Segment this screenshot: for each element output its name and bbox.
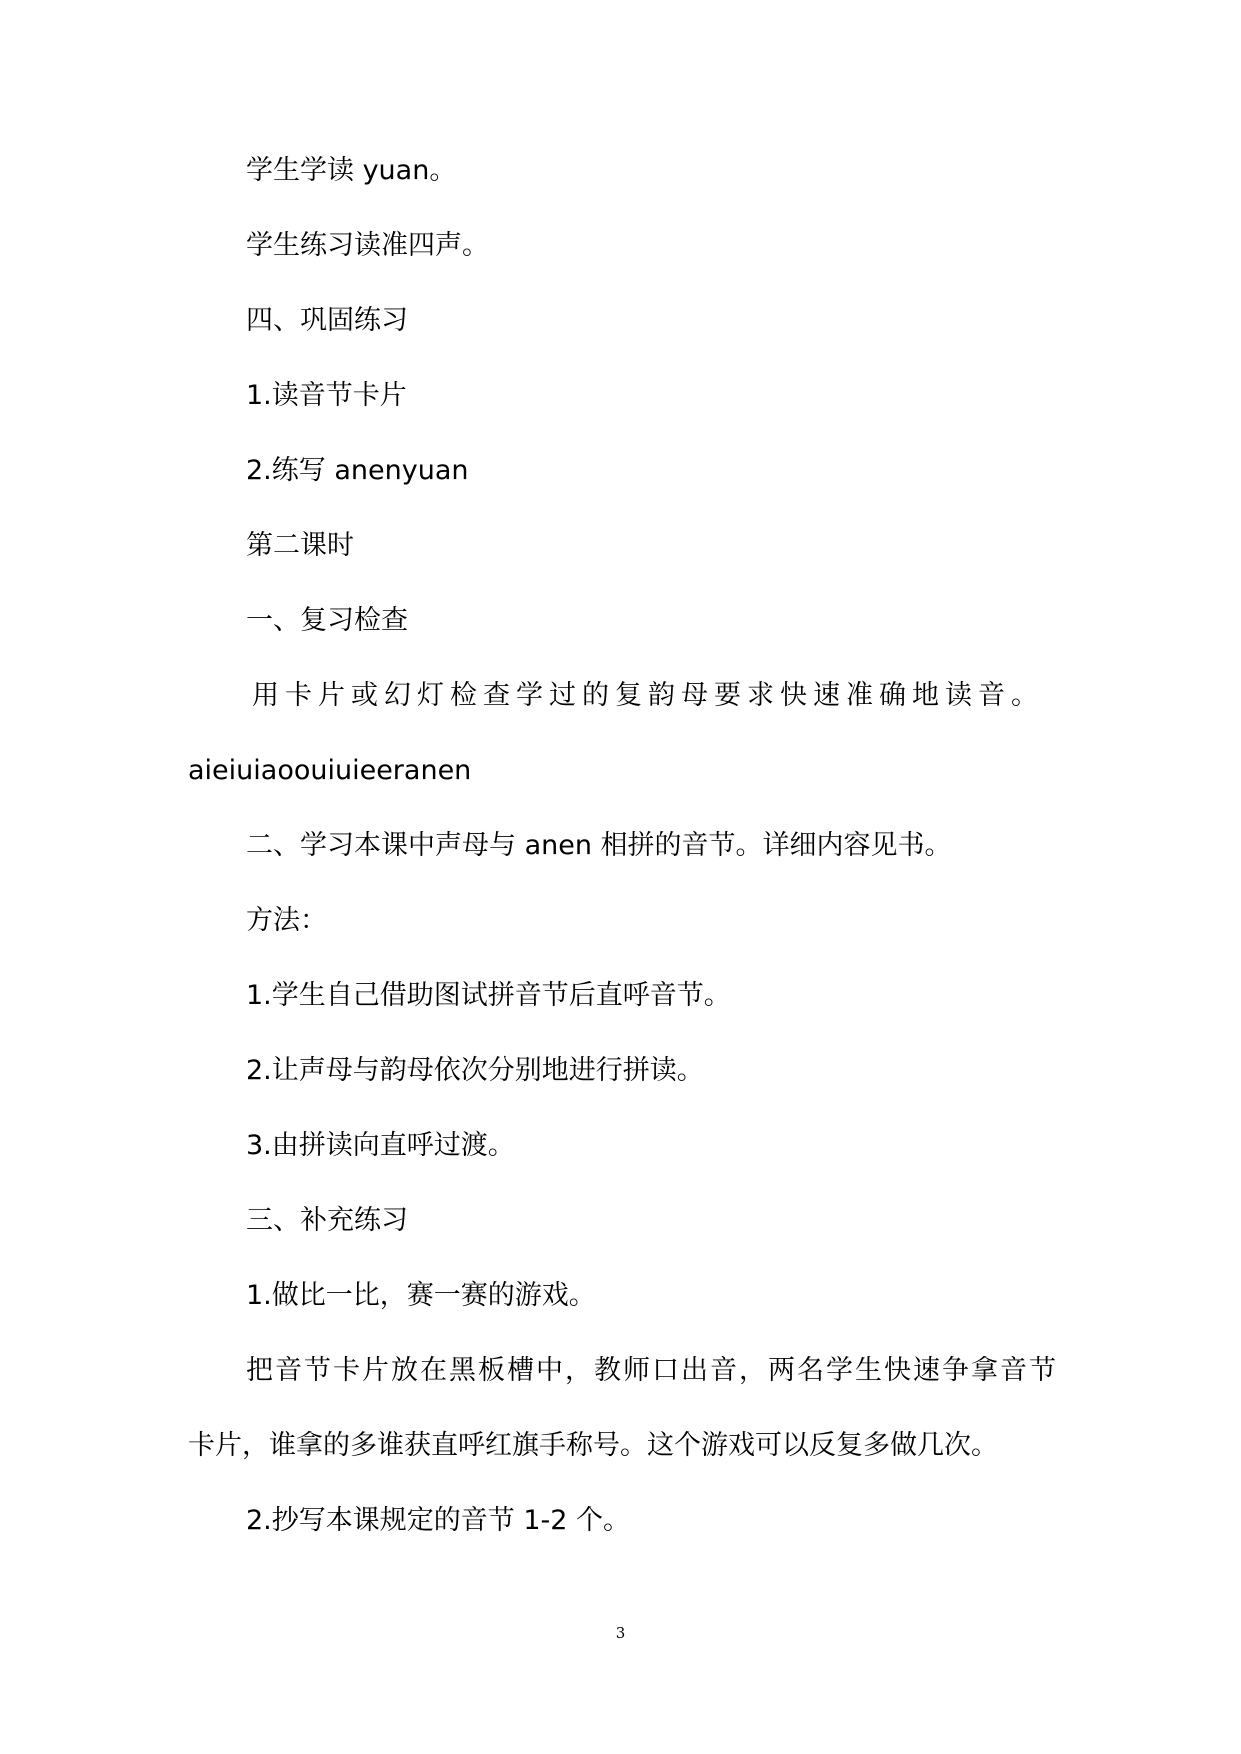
section-heading: 三、补充练习 (246, 1205, 408, 1236)
paragraph-line: 1.学生自己借助图试拼音节后直呼音节。 (246, 980, 731, 1011)
page-number: 3 (615, 1624, 626, 1642)
paragraph-line: 用卡片或幻灯检查学过的复韵母要求快速准确地读音。 (252, 680, 1044, 711)
section-heading: 四、巩固练习 (246, 305, 408, 336)
paragraph-line: 2.抄写本课规定的音节 1-2 个。 (246, 1505, 631, 1536)
paragraph-line: 3.由拼读向直呼过渡。 (246, 1130, 515, 1161)
paragraph-line: 学生练习读准四声。 (246, 230, 489, 261)
section-heading: 第二课时 (246, 530, 354, 561)
paragraph-line: 1.做比一比，赛一赛的游戏。 (246, 1280, 596, 1311)
paragraph-line: 1.读音节卡片 (246, 380, 407, 411)
section-heading: 二、学习本课中声母与 anen 相拼的音节。详细内容见书。 (246, 830, 952, 861)
section-heading: 一、复习检查 (246, 605, 408, 636)
paragraph-line: 2.让声母与韵母依次分别地进行拼读。 (246, 1055, 704, 1086)
paragraph-line: aieiuiaoouiuieeranen (188, 755, 472, 786)
paragraph-line: 2.练写 anenyuan (246, 455, 469, 486)
paragraph-line: 学生学读 yuan。 (246, 155, 457, 186)
paragraph-line: 卡片，谁拿的多谁获直呼红旗手称号。这个游戏可以反复多做几次。 (188, 1430, 998, 1461)
paragraph-line: 方法： (246, 905, 327, 936)
paragraph-line: 把音节卡片放在黑板槽中，教师口出音，两名学生快速争拿音节 (246, 1355, 1056, 1386)
